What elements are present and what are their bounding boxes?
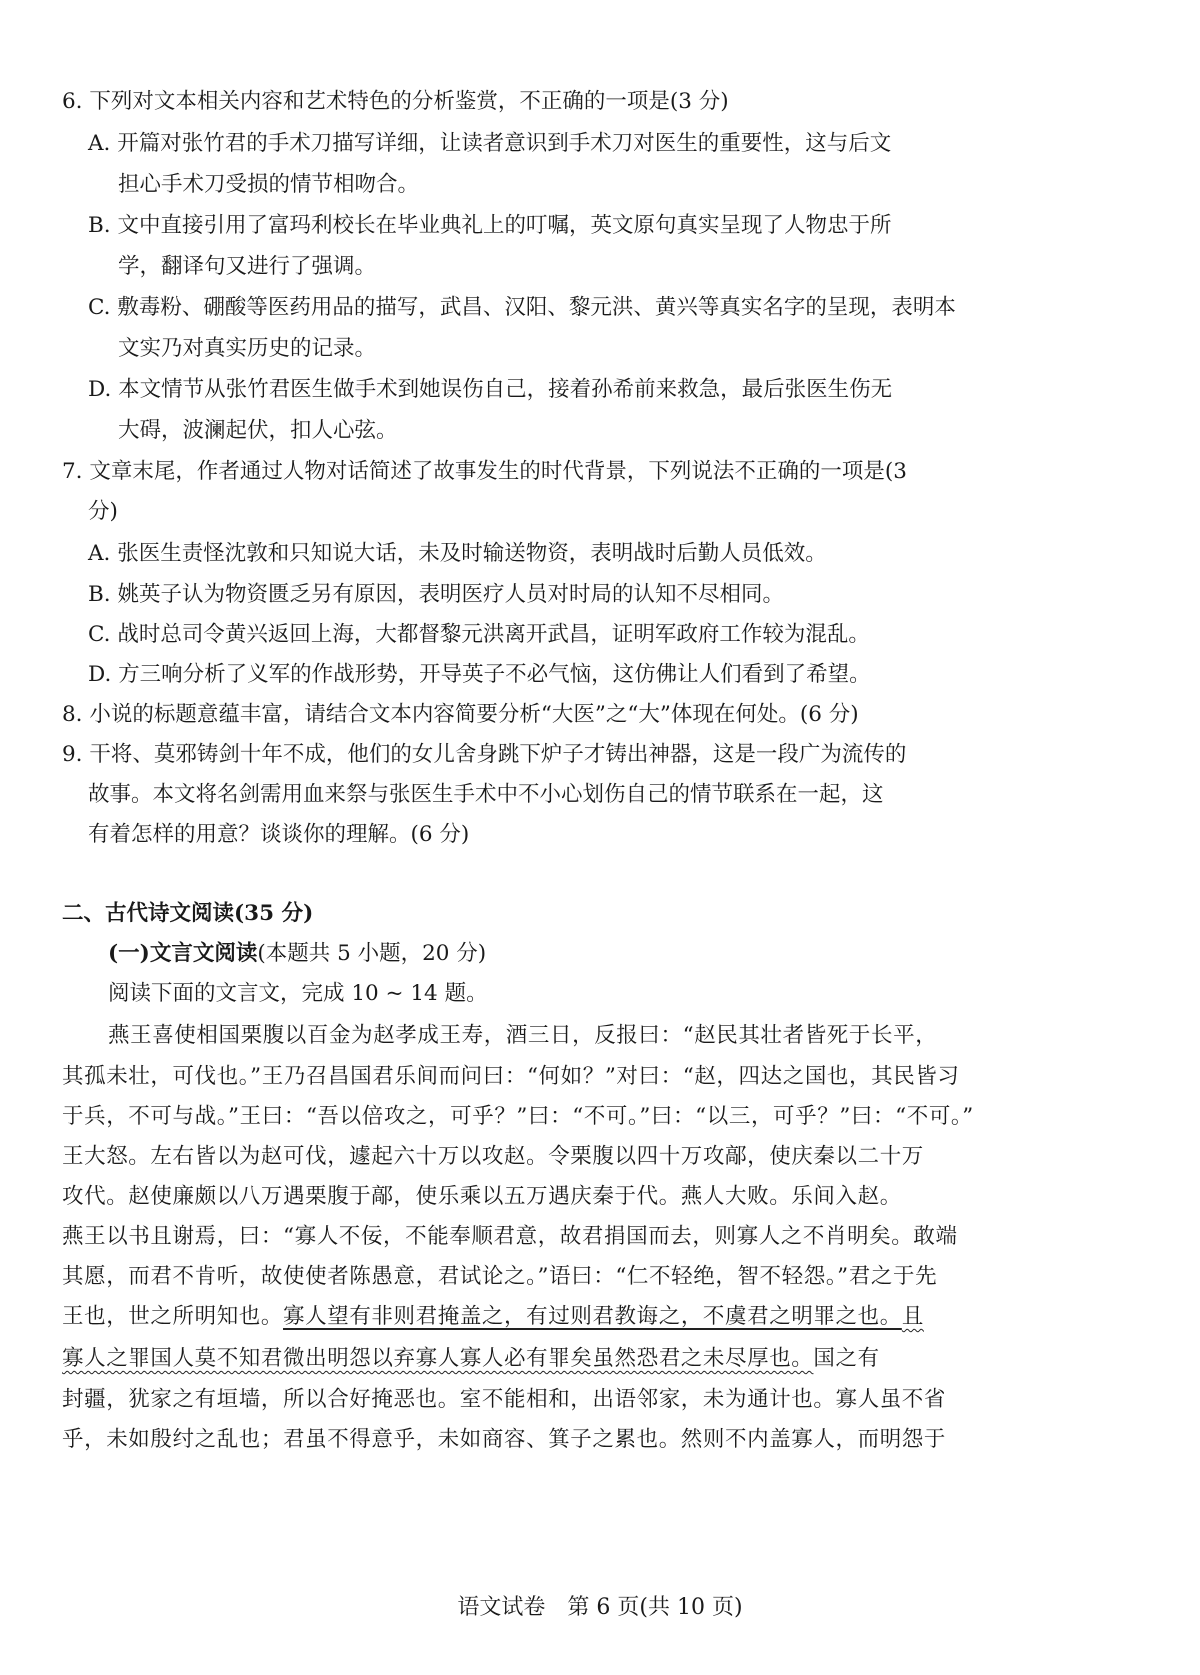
passage-line-5: 攻代。赵使廉颇以八万遇栗腹于鄗，使乐乘以五万遇庆秦于代。燕人大败。乐间入赵。	[62, 1184, 902, 1209]
passage-line-8	[62, 1303, 924, 1331]
q8-stem: 8. 小说的标题意蕴丰富，请结合文本内容简要分析“大医”之“大”体现在何处。(6 分)	[62, 702, 859, 727]
q6-option-a: A. 开篇对张竹君的手术刀描写详细，让读者意识到手术刀对医生的重要性，这与后文	[88, 131, 892, 156]
passage-line-11: 乎，未如殷纣之乱也；君虽不得意乎，未如商容、箕子之累也。然则不内盖寡人，而明怨于	[62, 1427, 947, 1452]
passage-line-6: 燕王以书且谢焉，曰：“寡人不佞，不能奉顺君意，故君捐国而去，则寡人之不肖明矣。敢端	[62, 1224, 958, 1249]
page-footer: 语文试卷 第 6 页(共 10 页)	[457, 1595, 743, 1620]
wavy-underlined-sentence: 寡人之罪国人莫不知君微出明怨以弃寡人寡人必有罪矣虽然恐君之未尽厚也。	[62, 1346, 814, 1371]
passage-line-2: 其孤未壮，可伐也。”王乃召昌国君乐间而问曰：“何如？”对曰：“赵，四达之国也，其民皆习	[62, 1064, 960, 1089]
q6-option-c: C. 敷毒粉、硼酸等医药用品的描写，武昌、汉阳、黎元洪、黄兴等真实名字的呈现，表明本	[88, 295, 956, 320]
passage-line-10: 封疆，犹家之有垣墙，所以合好掩恶也。室不能相和，出语邻家，未为通计也。寡人虽不省	[62, 1387, 947, 1412]
q7-option-c: C. 战时总司令黄兴返回上海，大都督黎元洪离开武昌，证明军政府工作较为混乱。	[88, 622, 870, 647]
q7-stem: 7. 文章末尾，作者通过人物对话简述了故事发生的时代背景，下列说法不正确的一项是(3	[62, 459, 907, 484]
passage-line-4: 王大怒。左右皆以为赵可伐，遽起六十万以攻赵。令栗腹以四十万攻鄗，使庆秦以二十万	[62, 1144, 924, 1169]
q6-option-d-cont: 大碍，波澜起伏，扣人心弦。	[118, 418, 398, 443]
q9-stem-cont-1: 故事。本文将名剑需用血来祭与张医生手术中不小心划伤自己的情节联系在一起，这	[88, 782, 884, 807]
passage-line-9	[62, 1345, 880, 1373]
subsection-note: (本题共 5 小题，20 分)	[257, 941, 487, 966]
q7-option-b: B. 姚英子认为物资匮乏另有原因，表明医疗人员对时局的认知不尽相同。	[88, 582, 784, 607]
q6-option-d: D. 本文情节从张竹君医生做手术到她误伤自己，接着孙希前来救急，最后张医生伤无	[88, 377, 893, 402]
q7-stem-cont: 分)	[88, 499, 118, 524]
passage-line-7: 其愿，而君不肯听，故使使者陈愚意，君试论之。”语曰：“仁不轻绝，智不轻怨。”君之于先	[62, 1264, 938, 1289]
wavy-sentence-start: 且	[901, 1304, 924, 1329]
q6-option-a-cont: 担心手术刀受损的情节相吻合。	[118, 172, 420, 197]
section-title: 二、古代诗文阅读(35 分)	[62, 901, 314, 926]
passage-line-9-end: 国之有	[813, 1346, 880, 1371]
q9-stem: 9. 干将、莫邪铸剑十年不成，他们的女儿舍身跳下炉子才铸出神器，这是一段广为流传的	[62, 742, 907, 767]
passage-line-1: 燕王喜使相国栗腹以百金为赵孝成王寿，酒三日，反报曰：“赵民其壮者皆死于长平，	[108, 1023, 938, 1048]
q7-option-a: A. 张医生责怪沈敦和只知说大话，未及时输送物资，表明战时后勤人员低效。	[88, 541, 827, 566]
q6-option-b: B. 文中直接引用了富玛利校长在毕业典礼上的叮嘱，英文原句真实呈现了人物忠于所	[88, 213, 892, 238]
subsection-title: (一)文言文阅读	[108, 941, 258, 966]
passage-line-3: 于兵，不可与战。”王曰：“吾以倍攻之，可乎？”曰：“不可。”曰：“以三，可乎？”曰：“不可。”	[62, 1104, 974, 1129]
q6-stem: 6. 下列对文本相关内容和艺术特色的分析鉴赏，不正确的一项是(3 分)	[62, 89, 729, 114]
q6-option-b-cont: 学，翻译句又进行了强调。	[118, 254, 377, 279]
q7-option-d: D. 方三响分析了义军的作战形势，开导英子不必气恼，这仿佛让人们看到了希望。	[88, 662, 871, 687]
subsection-heading	[108, 940, 486, 968]
underlined-sentence: 寡人望有非则君掩盖之，有过则君教诲之，不虞君之明罪之也。	[283, 1304, 902, 1329]
reading-instruction: 阅读下面的文言文，完成 10 ~ 14 题。	[108, 981, 488, 1006]
passage-line-8-start: 王也，世之所明知也。	[62, 1304, 284, 1329]
q9-stem-cont-2: 有着怎样的用意？谈谈你的理解。(6 分)	[88, 822, 470, 847]
q6-option-c-cont: 文实乃对真实历史的记录。	[118, 336, 377, 361]
